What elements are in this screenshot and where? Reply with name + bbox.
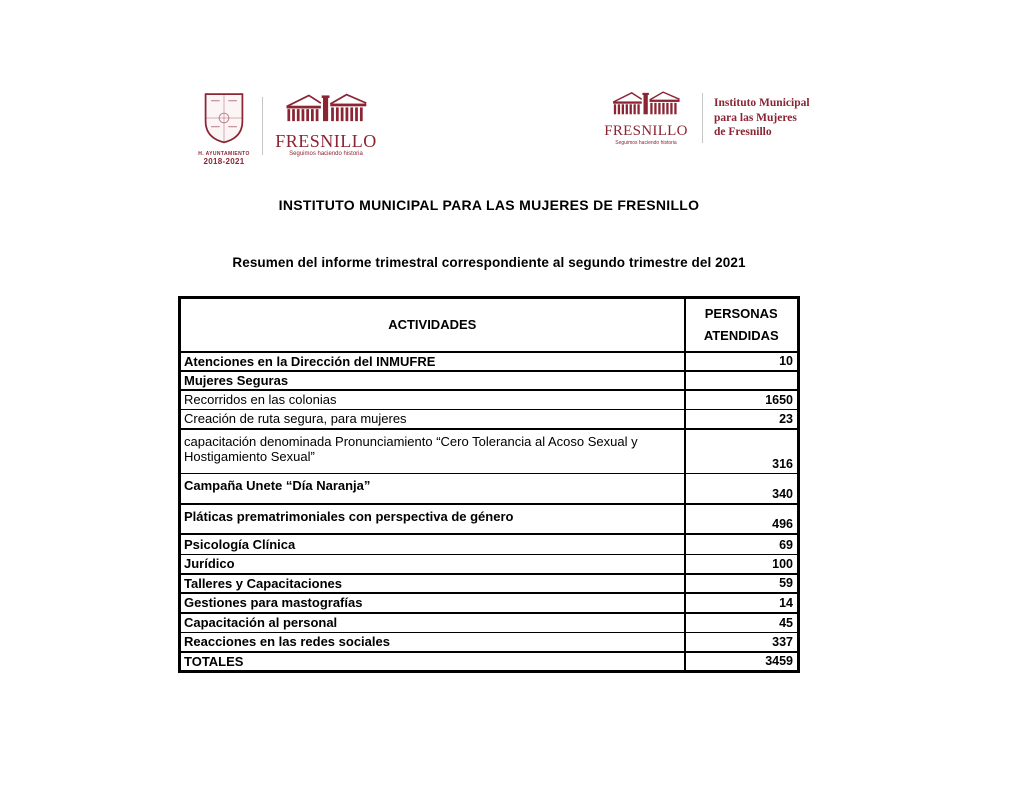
table-row — [180, 410, 799, 429]
activity-cell: Gestiones para mastografías — [180, 593, 685, 613]
value-cell: 1650 — [685, 390, 799, 410]
table-header-row — [180, 298, 799, 352]
fresnillo-tagline: Seguimos haciendo historia — [615, 140, 677, 146]
activity-cell: Campaña Unete “Día Naranja” — [180, 474, 685, 504]
column-header-line: PERSONAS — [704, 305, 778, 321]
value-cell: 100 — [685, 555, 799, 574]
activity-cell: Reacciones en las redes sociales — [180, 633, 685, 652]
org-name-line: Instituto Municipal — [714, 96, 810, 109]
activities-table-body — [180, 352, 799, 672]
value-cell: 337 — [685, 633, 799, 652]
table-row — [180, 555, 799, 574]
table-row — [180, 574, 799, 593]
activity-cell: Recorridos en las colonias — [180, 390, 685, 410]
activity-cell: Pláticas prematrimoniales con perspectiva de género — [180, 504, 685, 534]
table-row — [180, 593, 799, 613]
activity-cell: Capacitación al personal — [180, 613, 685, 633]
activity-cell: Creación de ruta segura, para mujeres — [180, 410, 685, 429]
activity-cell: Jurídico — [180, 555, 685, 574]
fresnillo-building-icon — [282, 115, 370, 132]
table-row — [180, 390, 799, 410]
column-header-line: ATENDIDAS — [703, 327, 779, 343]
activity-cell: capacitación denominada Pronunciamiento “Cero Tolerancia al Acoso Sexual y Hostigamiento Sexual” — [180, 429, 685, 474]
ayuntamiento-crest — [197, 92, 251, 166]
value-cell: 69 — [685, 534, 799, 555]
ayuntamiento-logo-group — [197, 92, 378, 166]
inmufre-org-name — [714, 96, 810, 141]
fresnillo-logo-small — [601, 90, 691, 146]
table-row — [180, 429, 799, 474]
value-cell — [685, 371, 799, 390]
value-cell: 316 — [685, 429, 799, 474]
crest-years: 2018-2021 — [203, 157, 245, 166]
table-row — [180, 534, 799, 555]
fresnillo-tagline: Seguimos haciendo historia — [289, 151, 363, 157]
activity-cell: TOTALES — [180, 652, 685, 672]
activities-table — [178, 296, 800, 673]
org-name-line: de Fresnillo — [714, 126, 772, 139]
column-header-actividades: ACTIVIDADES — [180, 298, 685, 352]
activity-cell: Atenciones en la Dirección del INMUFRE — [180, 352, 685, 371]
value-cell: 45 — [685, 613, 799, 633]
table-row — [180, 652, 799, 672]
inmufre-logo-group — [601, 90, 810, 146]
value-cell: 23 — [685, 410, 799, 429]
crest-caption: H. AYUNTAMIENTO — [198, 151, 250, 157]
activity-cell: Psicología Clínica — [180, 534, 685, 555]
value-cell: 496 — [685, 504, 799, 534]
org-name-line: para las Mujeres — [714, 111, 797, 124]
document-title: INSTITUTO MUNICIPAL PARA LAS MUJERES DE FRESNILLO — [278, 197, 700, 213]
value-cell: 14 — [685, 593, 799, 613]
value-cell: 340 — [685, 474, 799, 504]
table-row — [180, 371, 799, 390]
table-header — [180, 298, 799, 352]
table-row — [180, 613, 799, 633]
fresnillo-logo — [274, 92, 378, 157]
fresnillo-wordmark: FRESNILLO — [604, 123, 688, 139]
value-cell: 3459 — [765, 654, 793, 668]
value-cell: 10 — [685, 352, 799, 371]
fresnillo-wordmark: FRESNILLO — [275, 131, 377, 151]
table-row — [180, 633, 799, 652]
ayuntamiento-crest-icon — [201, 131, 247, 148]
document-subtitle: Resumen del informe trimestral correspondiente al segundo trimestre del 2021 — [232, 255, 746, 270]
table-row — [180, 352, 799, 371]
table-row — [180, 504, 799, 534]
column-header-personas-atendidas — [685, 298, 799, 352]
fresnillo-building-icon — [610, 107, 682, 124]
activity-cell: Mujeres Seguras — [180, 371, 685, 390]
activity-cell: Talleres y Capacitaciones — [180, 574, 685, 593]
logo-divider — [702, 93, 703, 143]
logo-divider — [262, 97, 263, 155]
value-cell: 59 — [685, 574, 799, 593]
table-row — [180, 474, 799, 504]
